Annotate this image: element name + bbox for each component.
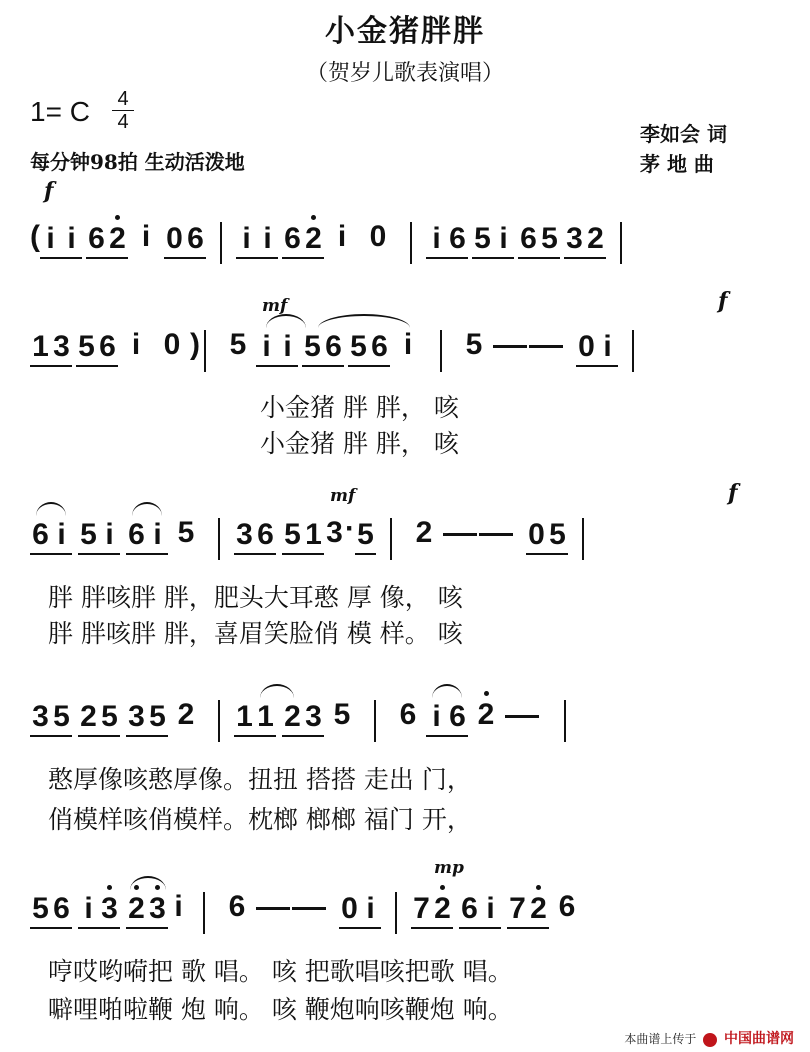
note: 6 [520, 222, 537, 255]
lyric-line: 哼哎哟嗬把 歌 唱。 咳 把歌唱咳把歌 唱。 [48, 957, 513, 986]
note: 6 [128, 518, 145, 551]
note: 7 [413, 892, 430, 925]
beam-group [164, 224, 206, 259]
note: 3 [147, 894, 168, 924]
beam-group [411, 894, 453, 929]
lyric-line: 俏模样咳俏模样。枕榔 榔榔 福门 开， [48, 805, 472, 834]
beam-group [282, 520, 324, 555]
bar-line [218, 700, 220, 742]
note: 3 [99, 894, 120, 924]
note: i [141, 220, 151, 253]
beam-group [86, 224, 128, 259]
bar-line [374, 700, 376, 742]
note: i [603, 330, 612, 363]
bar-line [203, 892, 205, 934]
note: 5 [465, 328, 483, 361]
beam-group [564, 224, 606, 259]
beam-group [76, 332, 118, 367]
note: 0 [341, 892, 358, 925]
note: 6 [461, 892, 478, 925]
key-signature: 1= C [30, 96, 90, 127]
note: i [283, 330, 292, 363]
note: 5 [304, 330, 321, 363]
note: 1 [236, 700, 253, 733]
note: 2 [107, 224, 128, 254]
time-top: 4 [112, 88, 134, 111]
beam-group [78, 520, 120, 555]
beam-group [518, 224, 560, 259]
note: 5 [350, 330, 367, 363]
note: 6 [449, 700, 466, 733]
note: i [84, 892, 93, 925]
note: 6 [88, 222, 105, 255]
note: 3 [326, 516, 343, 549]
dash [505, 715, 539, 718]
lyric-line: 小金猪 胖 胖， 咳 [260, 393, 459, 422]
beam-group [30, 702, 72, 737]
note: i [57, 518, 66, 551]
beam-group [256, 332, 298, 367]
note: 5 [53, 700, 70, 733]
site-logo-icon [703, 1033, 717, 1047]
note: i [262, 330, 271, 363]
note: i [242, 222, 251, 255]
bar-line [220, 222, 222, 264]
note: 2 [80, 700, 97, 733]
note: i [46, 222, 55, 255]
lyric-line: 噼哩啪啦鞭 炮 响。 咳 鞭炮响咳鞭炮 响。 [48, 995, 513, 1024]
bar-line [204, 330, 206, 372]
note: 3 [236, 518, 253, 551]
tempo-marking: 每分钟98拍 生动活泼地 [30, 150, 245, 174]
note: 6 [371, 330, 388, 363]
note: 2 [528, 894, 549, 924]
note: 1 [257, 700, 274, 733]
note: 6 [325, 330, 342, 363]
bar-line [390, 518, 392, 560]
dynamic-mezzo-piano: mp [434, 858, 464, 878]
note: i [366, 892, 375, 925]
beam-group [526, 520, 568, 555]
time-signature [112, 88, 134, 133]
bar-line [620, 222, 622, 264]
beam-group [339, 894, 381, 929]
dynamic-forte: f [718, 288, 728, 314]
note: 6 [449, 222, 466, 255]
note: 0 [166, 222, 183, 255]
time-bottom: 4 [117, 111, 129, 133]
beam-group [78, 702, 120, 737]
bar-line [440, 330, 442, 372]
note: 5 [101, 700, 118, 733]
lyric-line: 胖 胖咳胖 胖，肥头大耳憨 厚 像， 咳 [48, 583, 463, 612]
bar-line [410, 222, 412, 264]
note: 6 [284, 222, 301, 255]
note: i [432, 222, 441, 255]
footer-watermark [624, 1028, 794, 1048]
note: 3 [566, 222, 583, 255]
note: 2 [587, 222, 604, 255]
note: 5 [474, 222, 491, 255]
score-line-3 [30, 512, 584, 582]
bar-line [218, 518, 220, 560]
lyric-line: 胖 胖咳胖 胖，喜眉笑脸俏 模 样。 咳 [48, 619, 463, 648]
beam-group [348, 332, 390, 367]
page-title: 小金猪胖胖 [325, 14, 485, 49]
bracket-close: ) [190, 328, 200, 361]
note: 2 [415, 516, 433, 549]
lyric-line: 小金猪 胖 胖， 咳 [260, 429, 459, 458]
note: 6 [99, 330, 116, 363]
note: 2 [177, 698, 195, 731]
beam-group [302, 332, 344, 367]
beam-group [126, 520, 168, 555]
note: 7 [509, 892, 526, 925]
dynamic-forte: f [44, 178, 54, 204]
beam-group [126, 894, 168, 929]
note: i [67, 222, 76, 255]
beam-group [126, 702, 168, 737]
dash [256, 907, 290, 910]
note: 5 [32, 892, 49, 925]
dash [493, 345, 527, 348]
bar-line [582, 518, 584, 560]
note: 2 [468, 700, 504, 730]
note: 0 [528, 518, 545, 551]
note: 3 [53, 330, 70, 363]
dash [479, 533, 513, 536]
dash [443, 533, 477, 536]
note: 5 [229, 328, 247, 361]
note: 0 [163, 328, 181, 361]
beam-group [282, 702, 324, 737]
beam-group [355, 520, 376, 555]
note: 5 [177, 516, 195, 549]
note: 6 [399, 698, 417, 731]
note: 5 [333, 698, 351, 731]
note: i [337, 220, 347, 253]
note: i [131, 328, 141, 361]
note: 2 [432, 894, 453, 924]
dynamic-forte: f [728, 480, 738, 506]
augmentation-dot: · [345, 512, 355, 545]
note: 0 [578, 330, 595, 363]
beam-group [234, 520, 276, 555]
beam-group [236, 224, 278, 259]
beam-group [282, 224, 324, 259]
note: i [105, 518, 114, 551]
note: 6 [32, 518, 49, 551]
note: 6 [558, 890, 576, 923]
note: 5 [549, 518, 566, 551]
beam-group [30, 332, 72, 367]
dynamic-mezzo-forte: mf [262, 296, 288, 316]
note: 5 [541, 222, 558, 255]
bracket-open: ( [30, 220, 40, 253]
beam-group [78, 894, 120, 929]
note: 2 [303, 224, 324, 254]
lyricist-credit: 李如会 词 [640, 122, 727, 146]
beam-group [30, 520, 72, 555]
note: 5 [149, 700, 166, 733]
note: 6 [187, 222, 204, 255]
note: i [499, 222, 508, 255]
composer-credit: 茅 地 曲 [640, 152, 714, 176]
beam-group [472, 224, 514, 259]
beam-group [507, 894, 549, 929]
footer-text: 本曲谱上传于 [624, 1032, 697, 1046]
note: 2 [284, 700, 301, 733]
note: i [432, 700, 441, 733]
beam-group [40, 224, 82, 259]
lyric-line: 憨厚像咳憨厚像。扭扭 搭搭 走出 门， [48, 765, 472, 794]
beam-group [234, 702, 276, 737]
note: 5 [357, 518, 374, 551]
beam-group [576, 332, 618, 367]
dash [292, 907, 326, 910]
bar-line [564, 700, 566, 742]
score-line-1 [30, 222, 622, 286]
note: 0 [369, 220, 387, 253]
note: i [486, 892, 495, 925]
note: i [174, 890, 183, 923]
beam-group [426, 702, 468, 737]
dynamic-mezzo-forte: mf [330, 486, 356, 506]
bar-line [632, 330, 634, 372]
note: 1 [32, 330, 49, 363]
dash [529, 345, 563, 348]
note: 6 [257, 518, 274, 551]
score-line-2 [30, 330, 634, 394]
note: 5 [80, 518, 97, 551]
note: i [263, 222, 272, 255]
note: 5 [284, 518, 301, 551]
beam-group [459, 894, 501, 929]
note: 6 [53, 892, 70, 925]
footer-brand: 中国曲谱网 [724, 1031, 794, 1047]
score-line-5 [30, 892, 585, 956]
note: 6 [228, 890, 246, 923]
score-line-4 [30, 700, 566, 764]
note: i [403, 328, 413, 361]
note: 3 [128, 700, 145, 733]
note: 3 [305, 700, 322, 733]
note: 3 [32, 700, 49, 733]
bar-line [395, 892, 397, 934]
note: 1 [305, 518, 322, 551]
note: 2 [126, 894, 147, 924]
note: 5 [78, 330, 95, 363]
beam-group [426, 224, 468, 259]
beam-group [30, 894, 72, 929]
page-subtitle: （贺岁儿歌表演唱） [305, 61, 504, 86]
note: i [153, 518, 162, 551]
